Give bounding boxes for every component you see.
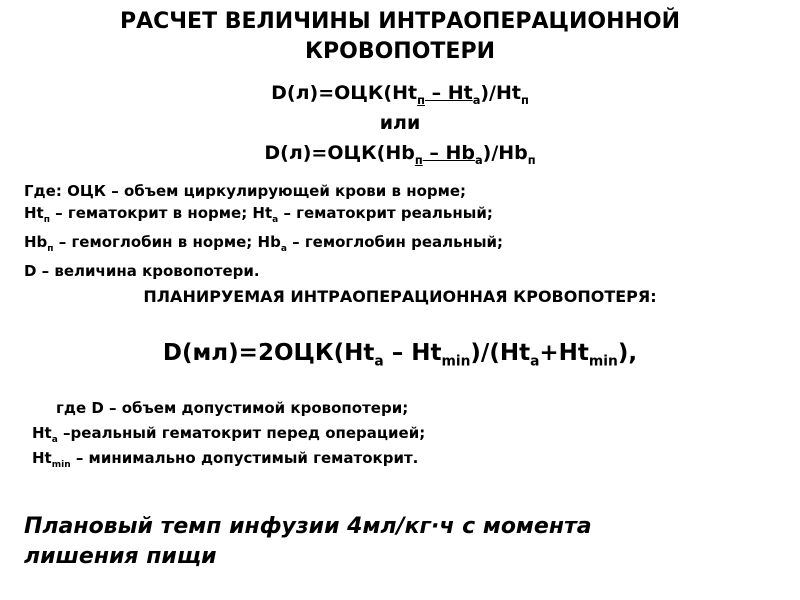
legend-line2-a: Ht [24,204,44,222]
defs-line3-a: Ht [32,449,52,467]
formula1-mid: – Ht [424,82,473,104]
legend-line3-c: – гемоглобин реальный; [286,233,504,251]
defs-line3-a-sub: min [51,460,71,470]
formula2-sub-n1: п [414,152,423,167]
formula3-p5: ), [617,340,638,366]
defs-line2-a-sub: а [51,435,58,445]
formula1-lhs: D(л)=ОЦК(Ht [271,82,418,104]
formula-hemoglobin [0,142,800,167]
formula3-p1: D(мл)=2ОЦК(Ht [162,340,375,366]
legend-line-2 [24,202,503,231]
formula2-sub-a: а [474,152,483,167]
formula1-sub-n2: п [520,92,529,107]
title-line-1: РАСЧЕТ ВЕЛИЧИНЫ ИНТРАОПЕРАЦИОННОЙ [119,9,681,34]
legend-line2-a-sub: п [43,215,50,225]
legend-line2-b: – гематокрит в норме; Ht [49,204,273,222]
legend-line-4: D – величина кровопотери. [24,262,260,280]
legend-line2-b-sub: а [272,215,279,225]
defs-line-3 [32,446,418,478]
formula2-mid: – Hb [422,142,475,164]
formula-hematocrit [0,82,800,107]
infusion-line-2: лишения пищи [24,544,217,569]
legend-line3-a: Hb [24,233,48,251]
formula-planned [0,340,800,370]
formula2-mid2: )/Hb [482,142,528,164]
legend-line3-b: – гемоглобин в норме; Hb [53,233,281,251]
formula1-sub-a: а [472,92,481,107]
formula2-sub-n2: п [527,152,536,167]
formula3-s2: min [441,353,471,370]
planned-blood-loss-header: ПЛАНИРУЕМАЯ ИНТРАОПЕРАЦИОННАЯ КРОВОПОТЕРЯ: [143,287,657,306]
title-line-2: КРОВОПОТЕРИ [305,39,495,64]
formula1-mid2: )/Ht [480,82,521,104]
legend-line-3 [24,231,503,260]
formula3-s4: min [588,353,618,370]
defs-line2-b: –реальный гематокрит перед операцией; [57,424,426,442]
defs-line2-a: Ht [32,424,52,442]
infusion-note [24,512,592,572]
formula3-p3: )/(Ht [470,340,531,366]
formula2-lhs: D(л)=ОЦК(Hb [264,142,415,164]
legend-line3-a-sub: п [47,244,54,254]
legend-block [24,180,503,282]
or-text: или [379,112,421,134]
formula3-p2: – Ht [383,340,442,366]
legend-line3-b-sub: а [280,244,287,254]
formula1-sub-n1: п [417,92,425,107]
legend-line-1: Где: ОЦК – объем циркулирующей крови в норме; [24,182,467,200]
page-title [0,7,800,67]
formula3-p4: +Ht [539,340,589,366]
legend-line2-c: – гематокрит реальный; [278,204,493,222]
defs-line3-b: – минимально допустимый гематокрит. [70,449,419,467]
formula3-s3: a [530,353,540,370]
formula3-s1: a [374,353,384,370]
infusion-line-1: Плановый темп инфузии 4мл/кг·ч с момента [24,514,592,539]
defs-line-1: где D – объем допустимой кровопотери; [56,399,409,417]
